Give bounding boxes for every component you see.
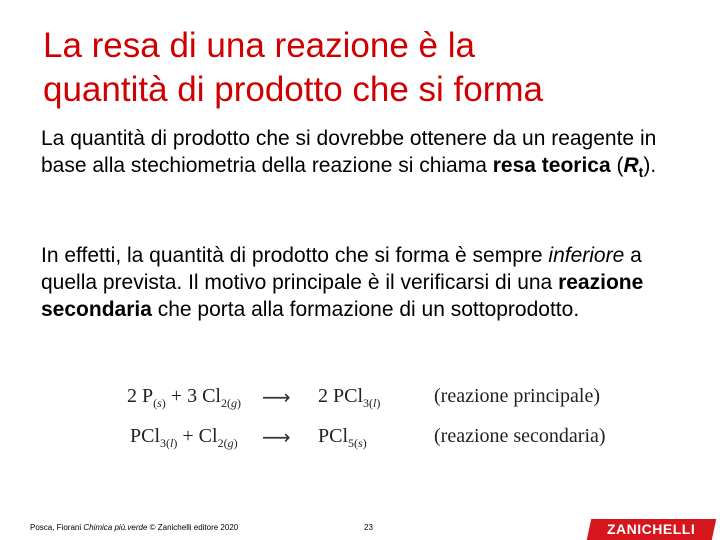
paren-open: (	[610, 154, 624, 177]
paragraph-reazione-secondaria	[41, 242, 691, 323]
title-line-2: quantità di prodotto che si forma	[43, 70, 544, 109]
reaction-arrow-1: ⟶	[262, 385, 291, 409]
equation-2-label: (reazione secondaria)	[434, 425, 606, 447]
footer-book-title: Chimica più.verde	[83, 523, 148, 532]
resa-teorica-term: resa teorica	[492, 154, 611, 177]
symbol-subscript-t: t	[638, 164, 644, 181]
equation-1-label: (reazione principale)	[434, 385, 601, 407]
footer-credit	[30, 523, 238, 532]
equation-1-reactants: 2 $P_{(s)} + 3$ $Cl_{2(g)}$	[127, 385, 241, 410]
symbol-r: R	[623, 154, 639, 177]
paragraph2-text-b: a quella prevista. Il motivo principale è il verificarsi di una	[41, 244, 642, 294]
logo-text: ZANICHELLI	[607, 521, 696, 537]
paragraph-resa-teorica	[41, 125, 691, 186]
equation-1-product: 2 PCl$_{3(l)}$	[318, 385, 381, 410]
page-number: 23	[364, 523, 373, 532]
footer-publisher: © Zanichelli editore 2020	[147, 523, 239, 532]
zanichelli-logo	[587, 519, 716, 540]
paragraph2-text-a: In effetti, la quantità di prodotto che si forma è sempre	[41, 244, 549, 267]
inferiore-word: inferiore	[548, 244, 625, 267]
equation-2-reactants: $PCl_{3(l)} + Cl_{2(g)}$	[130, 425, 238, 450]
slide-title	[43, 24, 703, 112]
equation-2-product: PCl$_{5(s)}$	[318, 425, 367, 450]
paragraph1-text: La quantità di prodotto che si dovrebbe ottenere da un reagente in base alla stechiometria della reazione si chiama	[41, 127, 657, 177]
footer-authors: Posca, Fiorani	[30, 523, 84, 532]
paragraph2-text-c: che porta alla formazione di un sottoprodotto.	[151, 298, 580, 321]
title-line-1: La resa di una reazione è la	[43, 26, 475, 65]
reazione-secondaria-term: reazione secondaria	[41, 271, 644, 321]
reaction-arrow-2: ⟶	[262, 425, 291, 449]
paren-close: ).	[643, 154, 657, 177]
